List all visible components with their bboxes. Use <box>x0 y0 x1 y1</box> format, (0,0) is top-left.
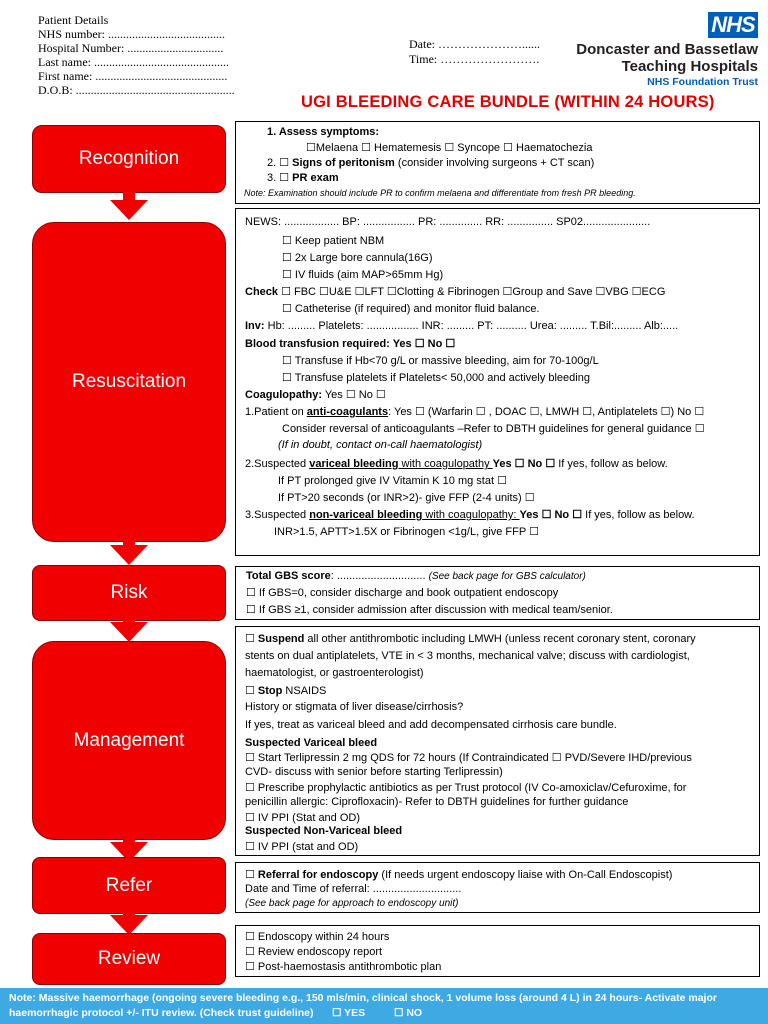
patient-details-heading: Patient Details <box>38 13 109 27</box>
variceal-coagulopathy-line[interactable]: 2.Suspected variceal bleeding with coagulopathy Yes ☐ No ☐ If yes, follow as below. <box>245 458 668 470</box>
patient-details <box>38 13 235 97</box>
stage-risk: Risk <box>32 565 226 621</box>
gbs-zero-check[interactable]: ☐ If GBS=0, consider discharge and book outpatient endoscopy <box>246 587 559 599</box>
trust-name-line1: Doncaster and Bassetlaw <box>576 41 758 58</box>
liver-disease-question: History or stigmata of liver disease/cirrhosis? <box>245 701 464 713</box>
fluids-check[interactable]: ☐ IV fluids (aim MAP>65mm Hg) <box>282 269 444 281</box>
footer-no-check[interactable]: ☐ NO <box>394 1007 423 1019</box>
terlipressin-line-2: CVD- discuss with senior before starting Terlipressin) <box>245 766 503 778</box>
down-arrow-icon <box>110 915 148 935</box>
terlipressin-check[interactable]: ☐ Start Terlipressin 2 mg QDS for 72 hours (If Contraindicated ☐ PVD/Severe IHD/previous <box>245 752 692 764</box>
cirrhosis-bundle-note: If yes, treat as variceal bleed and add decompensated cirrhosis care bundle. <box>245 719 617 731</box>
stage-review: Review <box>32 933 226 985</box>
peritonism-check[interactable]: 2. ☐ Signs of peritonism (consider involving surgeons + CT scan) <box>267 157 595 169</box>
date-time <box>409 37 540 67</box>
dob-field[interactable]: D.O.B: ..................................................... <box>38 83 235 97</box>
footer-yes-check[interactable]: ☐ YES <box>332 1007 366 1019</box>
vitamin-k-check[interactable]: If PT prolonged give IV Vitamin K 10 mg stat ☐ <box>278 475 507 487</box>
refer-box <box>235 862 760 913</box>
nbm-check[interactable]: ☐ Keep patient NBM <box>282 235 385 247</box>
observations-line[interactable]: NEWS: .................. BP: ................. PR: .............. RR: ............... SP02...................... <box>245 216 651 228</box>
non-variceal-coagulopathy-line[interactable]: 3.Suspected non-variceal bleeding with coagulopathy: Yes ☐ No ☐ If yes, follow as below. <box>245 509 695 521</box>
antithrombotic-plan-check[interactable]: ☐ Post-haemostasis antithrombotic plan <box>245 961 442 973</box>
ffp-check[interactable]: If PT>20 seconds (or INR>2)- give FFP (2-4 units) ☐ <box>278 492 535 504</box>
trust-name-line3: NHS Foundation Trust <box>647 76 758 88</box>
non-variceal-heading: Suspected Non-Variceal bleed <box>245 825 403 837</box>
recognition-box <box>235 121 760 204</box>
page-title: UGI BLEEDING CARE BUNDLE (WITHIN 24 HOURS) <box>301 93 715 111</box>
trust-name-line2: Teaching Hospitals <box>621 58 758 75</box>
time-field[interactable]: Time: ……………………. <box>409 52 540 66</box>
endoscopy-24h-check[interactable]: ☐ Endoscopy within 24 hours <box>245 931 390 943</box>
variceal-ppi-check[interactable]: ☐ IV PPI (Stat and OD) <box>245 812 361 824</box>
cannula-check[interactable]: ☐ 2x Large bore cannula(16G) <box>282 252 433 264</box>
footer-line-1: Note: Massive haemorrhage (ongoing severe bleeding e.g., 150 mls/min, clinical shock, 1 volume loss (around 4 L) in 24 hours- Activate major <box>9 992 717 1004</box>
gbs-admit-check[interactable]: ☐ If GBS ≥1, consider admission after discussion with medical team/senior. <box>246 604 613 616</box>
down-arrow-icon <box>110 622 148 642</box>
non-variceal-ppi-check[interactable]: ☐ IV PPI (stat and OD) <box>245 841 359 853</box>
nhs-logo: NHS <box>708 12 758 38</box>
risk-box <box>235 566 760 620</box>
gbs-score-line[interactable]: Total GBS score: ............................. (See back page for GBS calculator) <box>246 570 586 582</box>
nhs-number-field[interactable]: NHS number: ....................................... <box>38 27 225 41</box>
stop-nsaids-check[interactable]: ☐ Stop NSAIDS <box>245 685 327 697</box>
endoscopy-report-check[interactable]: ☐ Review endoscopy report <box>245 946 383 958</box>
reversal-check[interactable]: Consider reversal of anticoagulants –Refer to DBTH guidelines for general guidance ☐ <box>282 423 705 435</box>
date-field[interactable]: Date: …………………...... <box>409 37 540 51</box>
resuscitation-box <box>235 208 760 556</box>
last-name-field[interactable]: Last name: ............................................. <box>38 55 229 69</box>
endoscopy-unit-note: (See back page for approach to endoscopy unit) <box>245 898 459 909</box>
transfuse-hb-check[interactable]: ☐ Transfuse if Hb<70 g/L or massive bleeding, aim for 70-100g/L <box>282 355 599 367</box>
stage-resuscitation: Resuscitation <box>32 222 226 542</box>
stage-refer: Refer <box>32 857 226 914</box>
stage-management: Management <box>32 641 226 840</box>
first-name-field[interactable]: First name: ............................................ <box>38 69 228 83</box>
antibiotics-line-2: penicillin allergic: Ciprofloxacin)- Refer to DBTH guidelines for further guidance <box>245 796 629 808</box>
suspend-line-3: haematologist, or gastroenterologist) <box>245 667 424 679</box>
stage-recognition: Recognition <box>32 125 226 193</box>
suspend-line-2: stents on dual antiplatelets, VTE in < 3 months, mechanical valve; discuss with cardiologist, <box>245 650 690 662</box>
suspend-antithrombotic-check[interactable]: ☐ Suspend all other antithrombotic including LMWH (unless recent coronary stent, coronary <box>245 633 696 645</box>
footer-line-2: haemorrhagic protocol +/- ITU review. (Check trust guideline) <box>9 1007 314 1019</box>
anticoagulants-line[interactable]: 1.Patient on anti-coagulants: Yes ☐ (Warfarin ☐ , DOAC ☐, LMWH ☐, Antiplatelets ☐) No ☐ <box>245 406 705 418</box>
pr-exam-check[interactable]: 3. ☐ PR exam <box>267 172 339 184</box>
blood-transfusion-line[interactable]: Blood transfusion required: Yes ☐ No ☐ <box>245 338 456 350</box>
coagulopathy-line[interactable]: Coagulopathy: Yes ☐ No ☐ <box>245 389 386 401</box>
down-arrow-icon <box>110 200 148 220</box>
assess-symptoms-heading: 1. Assess symptoms: <box>267 126 380 138</box>
hospital-number-field[interactable]: Hospital Number: ................................ <box>38 41 224 55</box>
bloods-check[interactable]: Check ☐ FBC ☐U&E ☐LFT ☐Clotting & Fibrinogen ☐Group and Save ☐VBG ☐ECG <box>245 286 666 298</box>
investigations-line[interactable]: Inv: Hb: ......... Platelets: ................. INR: ......... PT: .......... Urea: ......... T.Bil:......... Alb:..... <box>245 320 679 332</box>
management-box <box>235 626 760 856</box>
transfuse-platelets-check[interactable]: ☐ Transfuse platelets if Platelets< 50,000 and actively bleeding <box>282 372 590 384</box>
down-arrow-icon <box>110 545 148 565</box>
catheter-check[interactable]: ☐ Catheterise (if required) and monitor fluid balance. <box>282 303 540 315</box>
recognition-note: Note: Examination should include PR to confirm melaena and differentiate from fresh PR bleeding. <box>244 188 636 198</box>
review-box <box>235 925 760 977</box>
antibiotics-check[interactable]: ☐ Prescribe prophylactic antibiotics as per Trust protocol (IV Co-amoxiclav/Cefuroxime, for <box>245 782 687 794</box>
inr-ffp-check[interactable]: INR>1.5, APTT>1.5X or Fibrinogen <1g/L, give FFP ☐ <box>274 526 539 538</box>
referral-datetime-field[interactable]: Date and Time of referral: ............................. <box>245 883 462 895</box>
massive-haemorrhage-note <box>0 988 768 1024</box>
haematologist-note: (If in doubt, contact on-call haematologist) <box>278 439 483 451</box>
referral-check[interactable]: ☐ Referral for endoscopy (If needs urgent endoscopy liaise with On-Call Endoscopist) <box>245 869 673 881</box>
symptoms-checkboxes[interactable]: ☐Melaena ☐ Hematemesis ☐ Syncope ☐ Haematochezia <box>306 142 593 154</box>
variceal-heading: Suspected Variceal bleed <box>245 737 378 749</box>
trust-name <box>576 41 758 89</box>
